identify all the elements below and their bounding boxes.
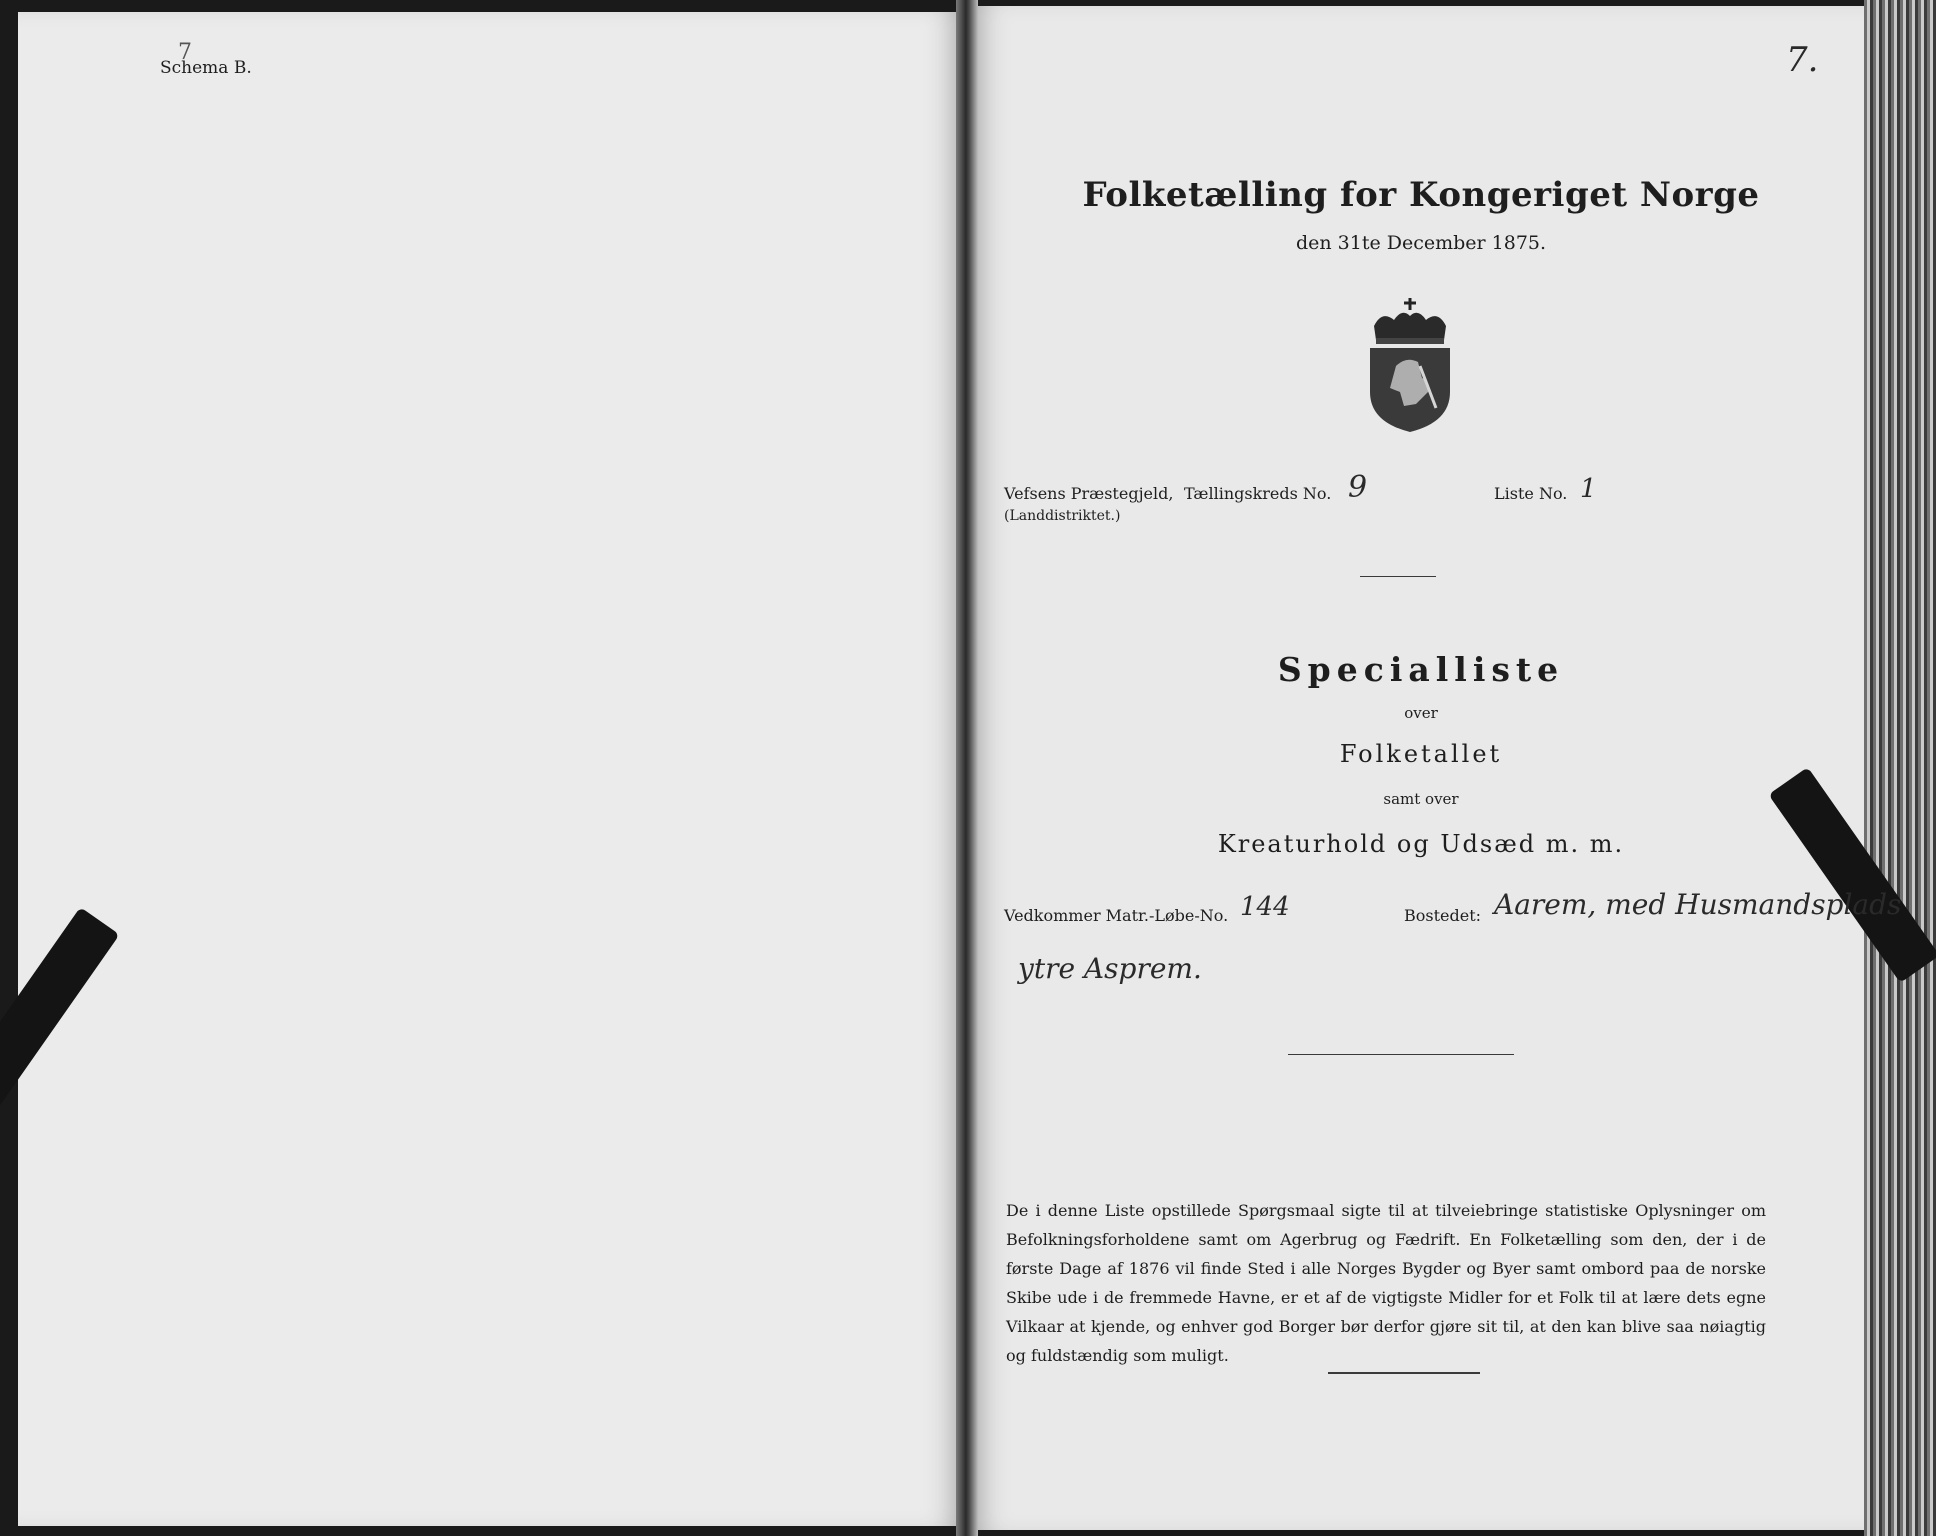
divider-middle	[1288, 1054, 1514, 1055]
samt-over-text: samt over	[1383, 790, 1459, 808]
parish-subtitle: (Landdistriktet.)	[1004, 508, 1121, 524]
over-text: over	[1404, 704, 1438, 722]
schema-label: Schema B.	[160, 58, 252, 78]
document-date: den 31te December 1875.	[1295, 232, 1547, 254]
bosted-value-line1: Aarem, med Husmandsplads	[1494, 888, 1902, 921]
divider-bottom	[1328, 1372, 1480, 1374]
kreds-label: Tællingskreds No.	[1184, 484, 1332, 503]
corner-mark: 7	[178, 40, 192, 65]
bosted-value-line2: ytre Asprem.	[1018, 952, 1202, 985]
matr-label: Vedkommer Matr.-Løbe-No.	[1004, 906, 1229, 925]
left-page-blank	[18, 12, 956, 1526]
coat-of-arms-icon	[1360, 296, 1460, 436]
parish-name: Vefsens Præstegjeld,	[1004, 484, 1174, 503]
kreds-value: 9	[1348, 470, 1368, 505]
book-spine	[956, 0, 978, 1536]
liste-value: 1	[1580, 474, 1597, 504]
matr-value: 144	[1240, 892, 1290, 922]
page-edges	[1864, 0, 1936, 1536]
bosted-label: Bostedet:	[1404, 906, 1482, 925]
liste-label: Liste No.	[1494, 484, 1568, 503]
kreatur-heading: Kreaturhold og Udsæd m. m.	[1217, 830, 1625, 858]
explanatory-paragraph: De i denne Liste opstillede Spørgsmaal sigte til at tilveiebringe statistiske Oplysninger om Befolkningsforholdene samt om Agerbrug og Fædrift. En Folketælling som den, der i de første Dage af 1876 vil finde Sted i alle Norges Bygder og Byer samt ombord paa de norske Skibe ude i de fremmede Havne, er et af de vigtigste Midler for et Folk til at lære dets egne Vilkaar at kjende, og enhver god Borger bør derfor gjøre sit til, at den kan blive saa nøiagtig og fuldstændig som muligt.	[1006, 1201, 1766, 1365]
document-title: Folketælling for Kongeriget Norge	[1082, 175, 1760, 215]
page-number: 7.	[1786, 40, 1819, 80]
special-heading: Specialliste	[1277, 650, 1565, 689]
divider-top	[1360, 576, 1436, 577]
folketallet-heading: Folketallet	[1339, 740, 1503, 768]
